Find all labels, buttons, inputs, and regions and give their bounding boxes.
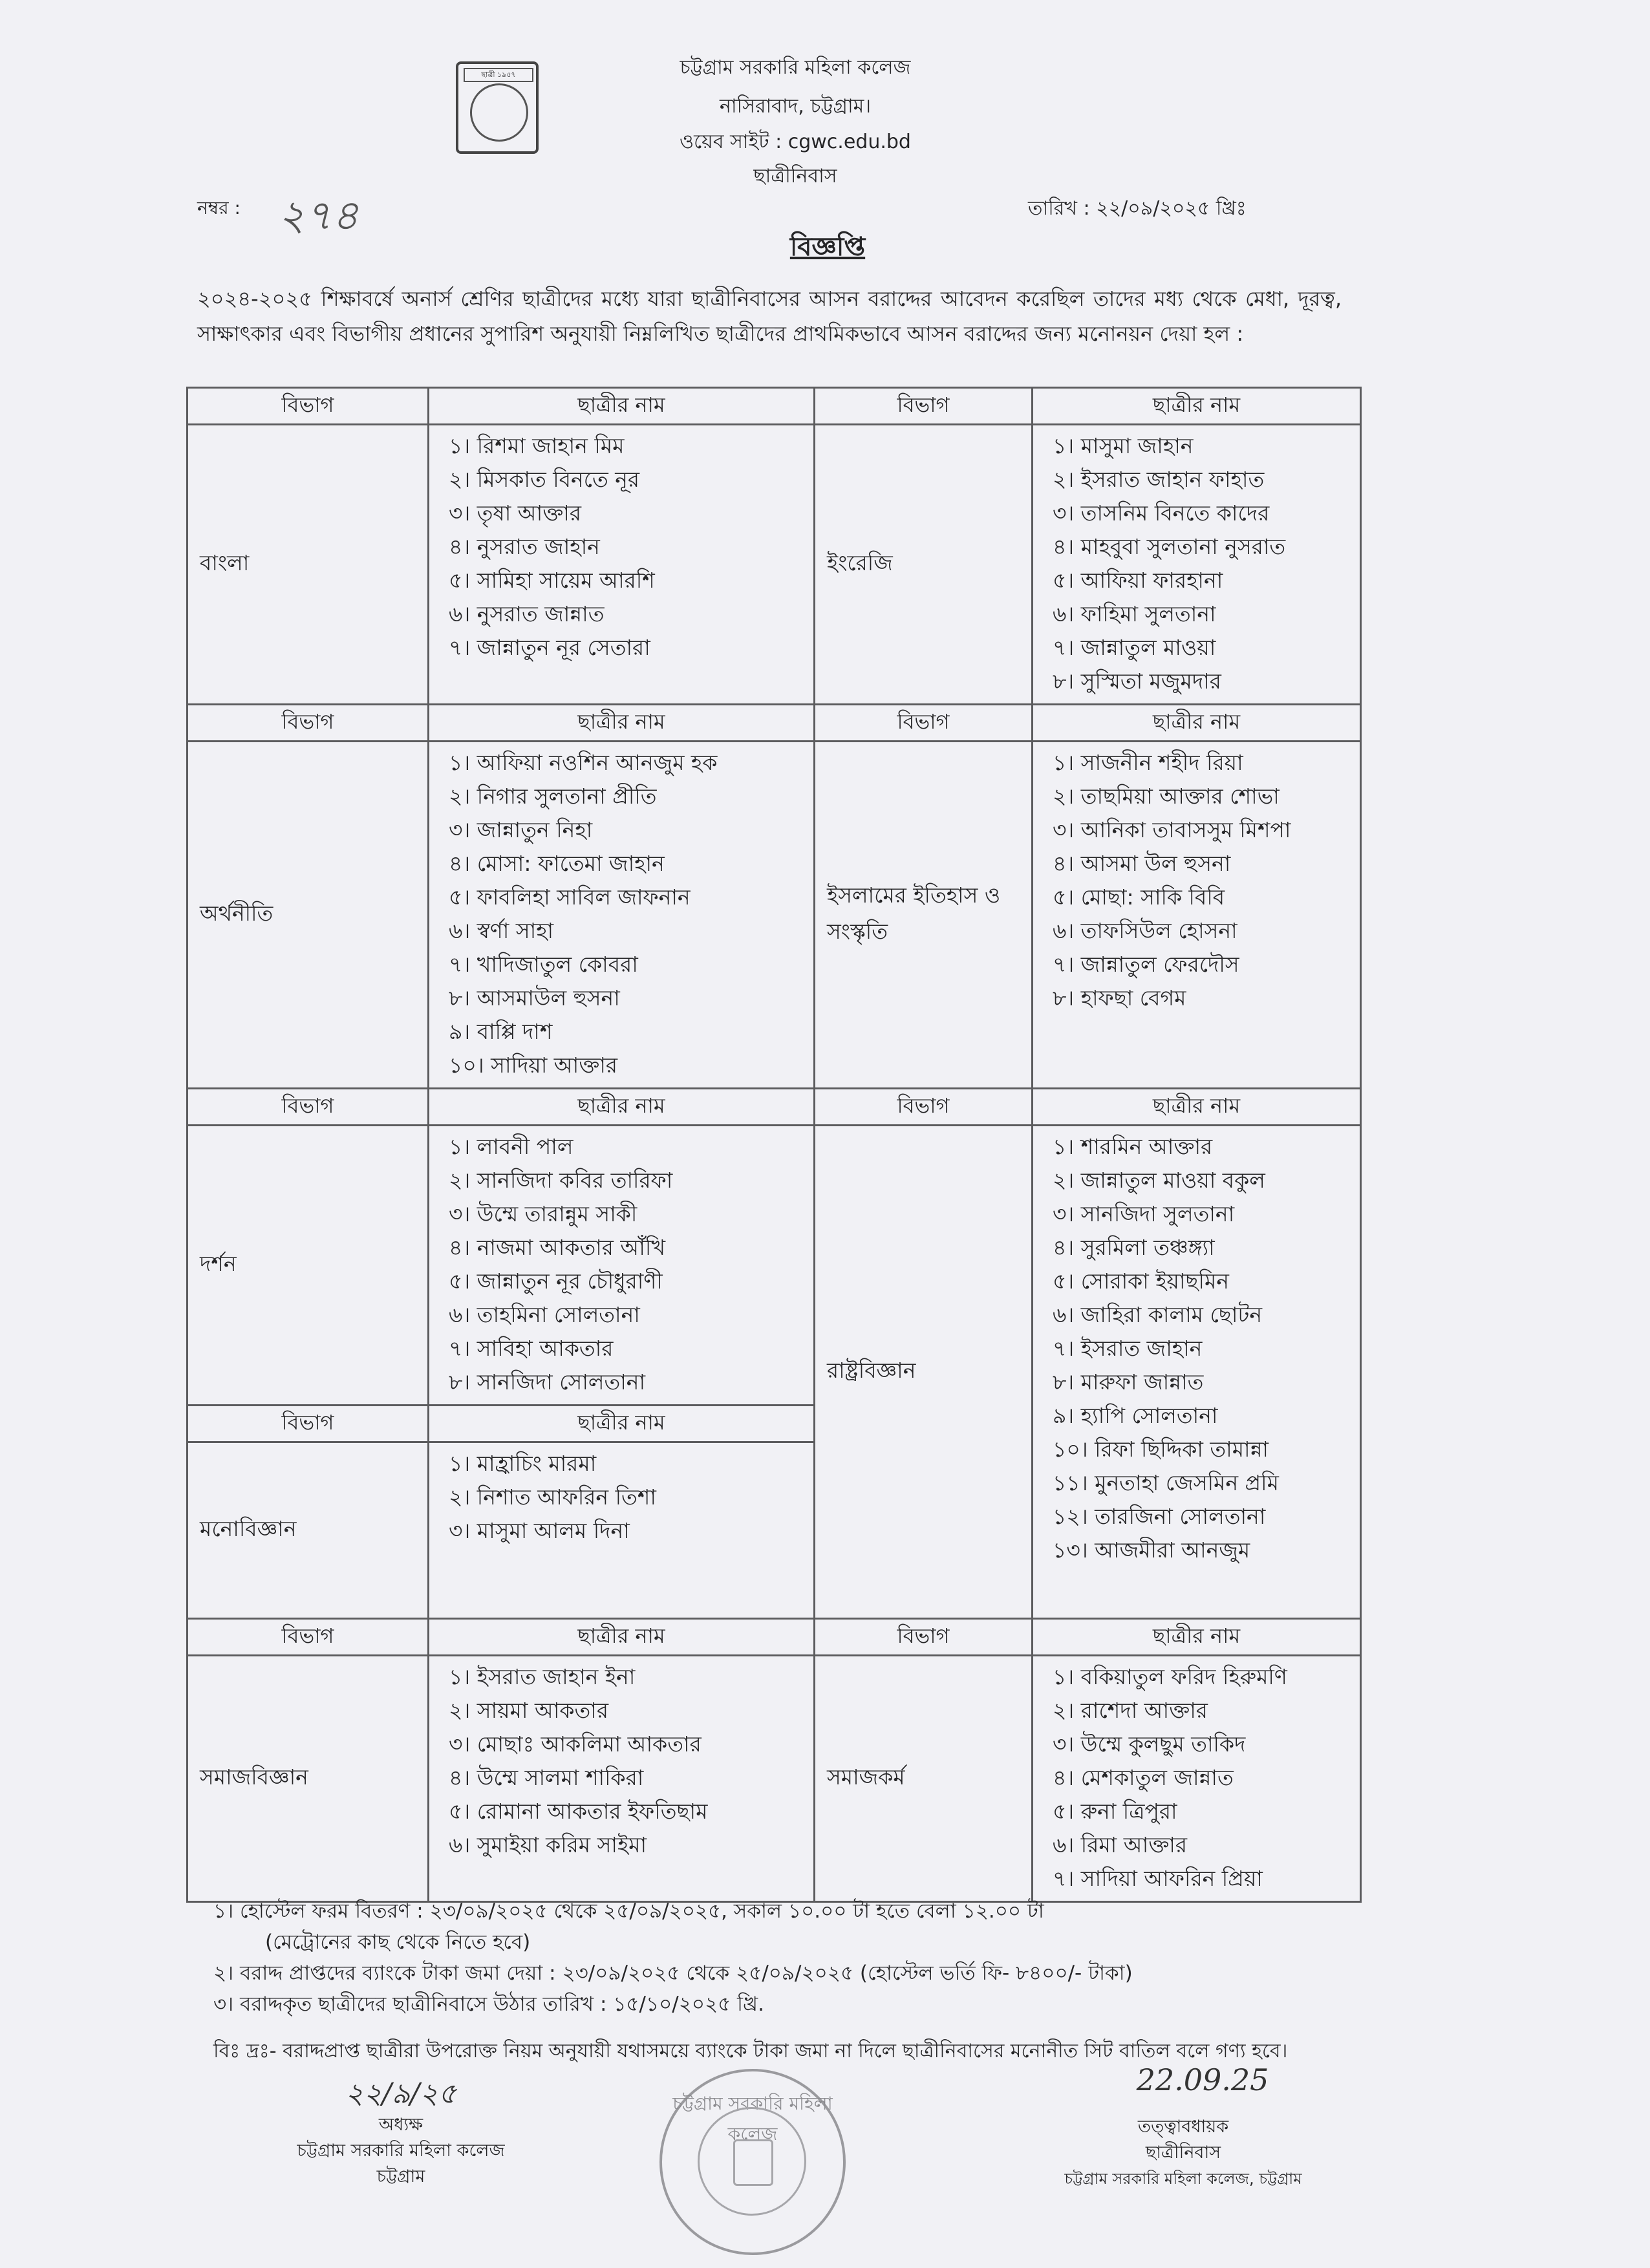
student-name: ৩। মাসুমা আলম দিনা: [449, 1518, 630, 1543]
column-header-name: ছাত্রীর নাম: [1033, 1089, 1361, 1126]
student-name: ১। সাজনীন শহীদ রিয়া: [1053, 750, 1243, 775]
note-item: (মেট্রোনের কাছ থেকে নিতে হবে): [265, 1931, 531, 1954]
office-name: ছাত্রীনিবাস: [753, 165, 837, 187]
spacer: [429, 1548, 813, 1612]
table-header-row: [188, 388, 1361, 425]
student-name: ৪। সুরমিলা তঞ্চঙ্গ্যা: [1053, 1235, 1215, 1260]
student-name: ১। মাসুমা জাহান: [1053, 433, 1194, 458]
logo-emblem: [470, 83, 528, 142]
column-header-name: ছাত্রীর নাম: [429, 388, 815, 425]
names-cell: [1033, 742, 1361, 1089]
column-header-dept: বিভাগ: [815, 388, 1033, 425]
student-name: ৩। আনিকা তাবাসসুম মিশপা: [1053, 817, 1291, 842]
dept-cell: ইংরেজি: [815, 425, 1033, 705]
student-name: ১০। রিফা ছিদ্দিকা তামান্না: [1053, 1437, 1269, 1462]
student-name: ৫। মোছা: সাকি বিবি: [1053, 884, 1225, 910]
student-name: ৪। উম্মে সালমা শাকিরা: [449, 1765, 644, 1790]
column-header-dept: বিভাগ: [188, 705, 429, 742]
dept-cell: রাষ্ট্রবিজ্ঞান: [815, 1126, 1033, 1619]
principal-signature-block: [272, 2072, 530, 2190]
student-name: ১। মাহ্রাচিং মারমা: [449, 1451, 597, 1476]
dept-cell: মনোবিজ্ঞান: [188, 1442, 429, 1619]
seal-text: চট্টগ্রাম সরকারি মহিলা কলেজ: [672, 2093, 833, 2145]
column-header-name: ছাত্রীর নাম: [1033, 705, 1361, 742]
student-name: ৫। জান্নাতুন নূর চৌধুরাণী: [449, 1268, 663, 1294]
college-website: ওয়েব সাইট : cgwc.edu.bd: [680, 131, 911, 153]
student-name: ৭। ইসরাত জাহান: [1053, 1336, 1203, 1361]
seal-emblem-icon: [733, 2139, 773, 2186]
student-name: ৬। সুমাইয়া করিম সাইমা: [449, 1832, 647, 1857]
column-header-dept: বিভাগ: [188, 1406, 429, 1442]
table-header-row: [188, 1619, 1361, 1656]
student-name: ৪। নুসরাত জাহান: [449, 534, 600, 559]
student-name: ১। আফিয়া নওশিন আনজুম হক: [449, 750, 718, 775]
column-header-dept: বিভাগ: [815, 1619, 1033, 1656]
names-cell: [429, 425, 815, 705]
names-cell: [429, 742, 815, 1089]
note-item: ২। বরাদ্দ প্রাপ্তদের ব্যাংকে টাকা জমা দেয়া : ২৩/০৯/২০২৫ থেকে ২৫/০৯/২০২৫ (হোস্টেল ভর্তি ফি- ৮৪০০/- টাকা): [213, 1962, 1133, 1985]
notice-date: তারিখ : ২২/০৯/২০২৫ খ্রিঃ: [1028, 197, 1247, 220]
note-item: ৩। বরাদ্দকৃত ছাত্রীদের ছাত্রীনিবাসে উঠার তারিখ : ১৫/১০/২০২৫ খ্রি.: [213, 1993, 764, 2016]
table-row: [188, 425, 1361, 705]
student-name: ৭। জান্নাতুল ফেরদৌস: [1053, 952, 1239, 977]
student-name: ৪। মেশকাতুল জান্নাত: [1053, 1765, 1234, 1790]
column-header-dept: বিভাগ: [188, 1089, 429, 1126]
column-header-name: ছাত্রীর নাম: [429, 705, 815, 742]
student-name: ৫। রুনা ত্রিপুরা: [1053, 1799, 1177, 1824]
student-name: ২। নিগার সুলতানা প্রীতি: [449, 784, 657, 809]
student-name: ৬। স্বর্ণা সাহা: [449, 918, 554, 943]
college-logo: [456, 61, 539, 154]
student-name: ১। লাবনী পাল: [449, 1134, 573, 1159]
student-name: ২। জান্নাতুল মাওয়া বকুল: [1053, 1168, 1265, 1193]
column-header-dept: বিভাগ: [815, 1089, 1033, 1126]
column-header-name: ছাত্রীর নাম: [429, 1406, 815, 1442]
notice-intro: ২০২৪-২০২৫ শিক্ষাবর্ষে অনার্স শ্রেণির ছাত্রীদের মধ্যে যারা ছাত্রীনিবাসের আসন বরাদ্দের আবেদন করেছিল তাদের মধ্য থেকে মেধা, দূরত্ব, সাক্ষাৎকার এবং বিভাগীয় প্রধানের সুপারিশ অনুযায়ী নিম্নলিখিত ছাত্রীদের প্রাথমিকভাবে আসন বরাদ্দের জন্য মনোনয়ন দেয়া হল :: [197, 286, 1342, 346]
student-name: ২। মিসকাত বিনতে নূর: [449, 467, 640, 492]
student-name: ৮। হাফছা বেগম: [1053, 985, 1186, 1011]
names-cell: [1033, 425, 1361, 705]
column-header-name: ছাত্রীর নাম: [1033, 1619, 1361, 1656]
student-name: ১। ইসরাত জাহান ইনা: [449, 1664, 636, 1689]
dept-cell: দর্শন: [188, 1126, 429, 1406]
memo-number: ২৭৪: [278, 192, 359, 240]
student-name: ২। তাছমিয়া আক্তার শোভা: [1053, 784, 1280, 809]
superintendent-signature-block: [1015, 2062, 1351, 2192]
dept-cell: সমাজকর্ম: [815, 1656, 1033, 1902]
student-name: ৮। সুস্মিতা মজুমদার: [1053, 669, 1221, 694]
student-name: ৪। আসমা উল হুসনা: [1053, 851, 1231, 876]
principal-city: চট্টগ্রাম: [376, 2166, 425, 2187]
student-name: ১০। সাদিয়া আক্তার: [449, 1053, 618, 1078]
principal-title: অধ্যক্ষ: [378, 2115, 423, 2135]
student-name: ৯। বাপ্পি দাশ: [449, 1019, 553, 1044]
column-header-name: ছাত্রীর নাম: [1033, 388, 1361, 425]
student-name: ৩। উম্মে তারান্নুম সাকী: [449, 1201, 638, 1226]
table-row: [188, 1126, 1361, 1406]
dept-cell: অর্থনীতি: [188, 742, 429, 1089]
superintendent-org: চট্টগ্রাম সরকারি মহিলা কলেজ, চট্টগ্রাম: [1064, 2170, 1302, 2188]
student-name: ৬। নুসরাত জান্নাত: [449, 601, 605, 626]
column-header-dept: বিভাগ: [188, 388, 429, 425]
dept-cell: বাংলা: [188, 425, 429, 705]
names-cell: [1033, 1656, 1361, 1902]
student-name: ৫। রোমানা আকতার ইফতিছাম: [449, 1799, 708, 1824]
student-name: ৭। সাবিহা আকতার: [449, 1336, 614, 1361]
student-name: ৫। ফাবলিহা সাবিল জাফনান: [449, 884, 691, 910]
student-name: ২। সায়মা আকতার: [449, 1698, 609, 1723]
column-header-name: ছাত্রীর নাম: [429, 1089, 815, 1126]
student-name: ২। ইসরাত জাহান ফাহাত: [1053, 467, 1265, 492]
names-cell: [429, 1656, 815, 1902]
principal-signature: ২২/৯/২৫: [345, 2077, 457, 2110]
student-name: ৩। তৃষা আক্তার: [449, 500, 582, 526]
student-name: ২। নিশাত আফরিন তিশা: [449, 1484, 656, 1510]
student-name: ৫। সোরাকা ইয়াছমিন: [1053, 1268, 1229, 1294]
student-name: ৬। ফাহিমা সুলতানা: [1053, 601, 1216, 626]
student-name: ৭। জান্নাতুন নূর সেতারা: [449, 635, 650, 660]
student-name: ৮। সানজিদা সোলতানা: [449, 1369, 646, 1395]
superintendent-office: ছাত্রীনিবাস: [1145, 2143, 1221, 2163]
student-name: ১। বকিয়াতুল ফরিদ হিরুমণি: [1053, 1664, 1287, 1689]
student-name: ৫। সামিহা সায়েম আরশি: [449, 568, 655, 593]
student-name: ১। রিশমা জাহান মিম: [449, 433, 625, 458]
student-name: ৭। জান্নাতুল মাওয়া: [1053, 635, 1216, 660]
names-cell: [429, 1442, 815, 1619]
student-name: ৩। জান্নাতুন নিহা: [449, 817, 593, 842]
student-name: ৭। সাদিয়া আফরিন প্রিয়া: [1053, 1866, 1263, 1891]
student-name: ৪। নাজমা আকতার আঁখি: [449, 1235, 666, 1260]
allocation-table: [186, 387, 1362, 1903]
college-address: নাসিরাবাদ, চট্টগ্রাম।: [719, 95, 872, 118]
student-name: ৬। রিমা আক্তার: [1053, 1832, 1187, 1857]
student-name: ৩। উম্মে কুলছুম তাকিদ: [1053, 1731, 1246, 1757]
table-header-row: [188, 1089, 1361, 1126]
dept-cell: ইসলামের ইতিহাস ও সংস্কৃতি: [815, 742, 1033, 1089]
principal-org: চট্টগ্রাম সরকারি মহিলা কলেজ: [297, 2141, 505, 2161]
student-name: ৩। সানজিদা সুলতানা: [1053, 1201, 1235, 1226]
notice-title: বিজ্ঞপ্তি: [789, 232, 866, 262]
table-row: [188, 1656, 1361, 1902]
college-seal: [659, 2069, 846, 2255]
student-name: ৫। আফিয়া ফারহানা: [1053, 568, 1223, 593]
student-name: ৭। খাদিজাতুল কোবরা: [449, 952, 638, 977]
table-header-row: [188, 705, 1361, 742]
column-header-dept: বিভাগ: [188, 1619, 429, 1656]
student-name: ৩। তাসনিম বিনতে কাদের: [1053, 500, 1270, 526]
student-name: ২। রাশেদা আক্তার: [1053, 1698, 1208, 1723]
student-name: ১২। তারজিনা সোলতানা: [1053, 1504, 1266, 1529]
column-header-dept: বিভাগ: [815, 705, 1033, 742]
column-header-name: ছাত্রীর নাম: [429, 1619, 815, 1656]
student-name: ৮। মারুফা জান্নাত: [1053, 1369, 1204, 1395]
names-cell: [429, 1126, 815, 1406]
student-name: ৮। আসমাউল হুসনা: [449, 985, 620, 1011]
student-name: ৪। মাহবুবা সুলতানা নুসরাত: [1053, 534, 1286, 559]
memo-label: নম্বর :: [197, 197, 241, 219]
student-name: ২। সানজিদা কবির তারিফা: [449, 1168, 673, 1193]
note-item: ১। হোস্টেল ফরম বিতরণ : ২৩/০৯/২০২৫ থেকে ২৫/০৯/২০২৫, সকাল ১০.০০ টা হতে বেলা ১২.০০ টা: [213, 1899, 1044, 1923]
names-cell: [1033, 1126, 1361, 1619]
superintendent-title: তত্ত্বাবধায়ক: [1137, 2117, 1229, 2137]
student-name: ৬। জাহিরা কালাম ছোটন: [1053, 1302, 1263, 1327]
student-name: ৪। মোসা: ফাতেমা জাহান: [449, 851, 665, 876]
superintendent-signature: 22.09.25: [1136, 2062, 1269, 2097]
table-row: [188, 742, 1361, 1089]
student-name: ৯। হ্যাপি সোলতানা: [1053, 1403, 1218, 1428]
college-name: চট্টগ্রাম সরকারি মহিলা কলেজ: [680, 56, 911, 79]
logo-caption: ছাত্রী ১৯৫৭: [464, 68, 533, 82]
notes-list: [213, 1896, 1377, 2020]
student-name: ১। শারমিন আক্তার: [1053, 1134, 1213, 1159]
student-name: ৩। মোছাঃ আকলিমা আকতার: [449, 1731, 702, 1757]
student-name: ১৩। আজমীরা আনজুম: [1053, 1537, 1250, 1563]
dept-cell: সমাজবিজ্ঞান: [188, 1656, 429, 1902]
warning-note: বিঃ দ্রঃ- বরাদ্দপ্রাপ্ত ছাত্রীরা উপরোক্ত নিয়ম অনুযায়ী যথাসময়ে ব্যাংকে টাকা জমা না দিলে ছাত্রীনিবাসের মনোনীত সিট বাতিল বলে গণ্য হবে।: [213, 2040, 1288, 2062]
student-name: ৬। তাফসিউল হোসনা: [1053, 918, 1238, 943]
student-name: ১১। মুনতাহা জেসমিন প্রমি: [1053, 1470, 1279, 1495]
student-name: ৬। তাহমিনা সোলতানা: [449, 1302, 640, 1327]
